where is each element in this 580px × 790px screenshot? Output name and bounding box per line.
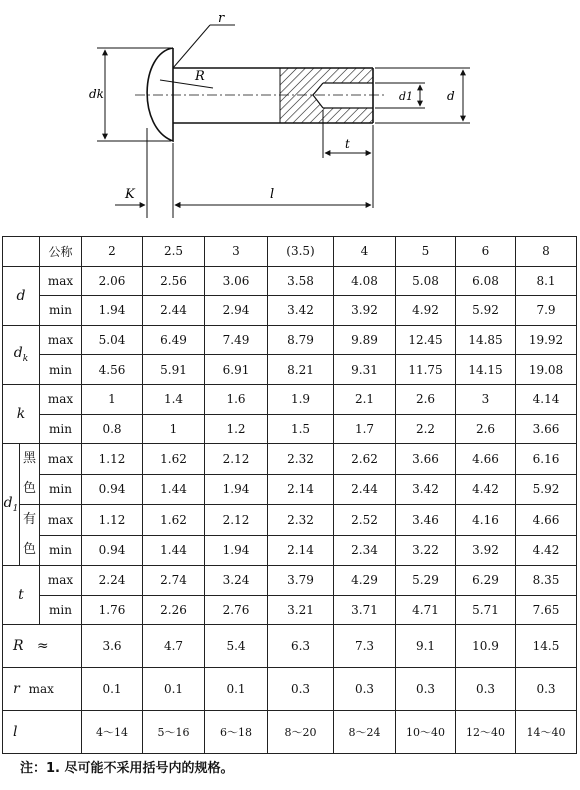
cell: 3.66	[516, 414, 577, 444]
cell: 0.3	[334, 668, 396, 711]
material-nonferrous: 有色	[20, 505, 40, 566]
row-r	[3, 668, 577, 711]
cell: 0.3	[268, 668, 334, 711]
footnote: 注：1. 尽可能不采用括号内的规格。	[20, 761, 234, 776]
cell: 5.29	[396, 566, 456, 596]
cell: 1.62	[143, 505, 205, 536]
max-label: max	[40, 444, 82, 475]
cell: 2.44	[334, 474, 396, 505]
cell: 2.56	[143, 266, 205, 296]
param-d1	[3, 444, 20, 566]
cell: 1.2	[205, 414, 268, 444]
hatch-middle	[280, 83, 323, 108]
label-t: t	[345, 137, 350, 151]
row-l	[3, 711, 577, 754]
cell: 4.08	[334, 266, 396, 296]
row-dk-max	[3, 325, 577, 355]
nominal-cell: 5	[396, 237, 456, 267]
cell: 9.1	[396, 625, 456, 668]
min-label: min	[40, 535, 82, 566]
cell: 2.94	[205, 296, 268, 326]
dim-d	[375, 68, 470, 123]
param-R	[3, 625, 82, 668]
cell: 0.1	[205, 668, 268, 711]
cell: 1.4	[143, 384, 205, 414]
nominal-cell: 6	[456, 237, 516, 267]
cell: 10～40	[396, 711, 456, 754]
cell: 2.06	[82, 266, 143, 296]
cell: 2.32	[268, 505, 334, 536]
nominal-cell: 3	[205, 237, 268, 267]
cell: 0.94	[82, 474, 143, 505]
param-dk	[3, 325, 40, 384]
max-label: max	[40, 505, 82, 536]
nominal-label: 公称	[40, 237, 82, 267]
cell: 0.3	[456, 668, 516, 711]
cell: 8.35	[516, 566, 577, 596]
cell: 4.66	[516, 505, 577, 536]
cell: 1.6	[205, 384, 268, 414]
cell: 0.3	[516, 668, 577, 711]
min-label: min	[40, 595, 82, 625]
cell: 5.91	[143, 355, 205, 385]
cell: 2.52	[334, 505, 396, 536]
label-d: d	[447, 89, 455, 103]
nominal-cell: 2	[82, 237, 143, 267]
cell: 19.08	[516, 355, 577, 385]
cell: 2.32	[268, 444, 334, 475]
cell: 8.79	[268, 325, 334, 355]
cell: 3.42	[268, 296, 334, 326]
dim-dk	[97, 48, 171, 141]
cell: 4.71	[396, 595, 456, 625]
param-k: k	[3, 384, 40, 443]
row-d1-nonferrous-min	[3, 535, 577, 566]
cell: 14.15	[456, 355, 516, 385]
cell: 6.08	[456, 266, 516, 296]
nominal-cell: 4	[334, 237, 396, 267]
row-t-max	[3, 566, 577, 596]
cell: 5.92	[516, 474, 577, 505]
cell: 4.42	[456, 474, 516, 505]
row-t-min	[3, 595, 577, 625]
cell: 12～40	[456, 711, 516, 754]
cell: 7.9	[516, 296, 577, 326]
cell: 2.12	[205, 444, 268, 475]
max-label: max	[40, 384, 82, 414]
cell: 1.9	[268, 384, 334, 414]
cell: 0.8	[82, 414, 143, 444]
param-d: d	[3, 266, 40, 325]
cell: 7.3	[334, 625, 396, 668]
hatch-top	[280, 68, 373, 83]
min-label: min	[40, 414, 82, 444]
label-r-small: r	[218, 11, 225, 26]
param-l: l	[3, 711, 82, 754]
max-label: max	[40, 266, 82, 296]
cell: 2.14	[268, 535, 334, 566]
row-d1-black-min	[3, 474, 577, 505]
cell: 2.74	[143, 566, 205, 596]
dim-t	[323, 110, 373, 208]
cell: 2.44	[143, 296, 205, 326]
min-label: min	[40, 474, 82, 505]
param-r-main: r	[13, 681, 20, 698]
cell: 14～40	[516, 711, 577, 754]
cell: 5.4	[205, 625, 268, 668]
cell: 4.92	[396, 296, 456, 326]
cell: 3.92	[334, 296, 396, 326]
cell: 8.1	[516, 266, 577, 296]
cell: 3.22	[396, 535, 456, 566]
cell: 3.66	[396, 444, 456, 475]
cell: 1.76	[82, 595, 143, 625]
cell: 4.7	[143, 625, 205, 668]
row-d1-nonferrous-max	[3, 505, 577, 536]
param-d1-main: d	[3, 495, 13, 512]
row-k-max	[3, 384, 577, 414]
cell: 1.94	[205, 535, 268, 566]
param-r-max: max	[28, 682, 54, 697]
rivet-drawing	[85, 8, 480, 225]
label-dk: dk	[89, 87, 104, 101]
cell: 1.12	[82, 505, 143, 536]
cell: 2.2	[396, 414, 456, 444]
nominal-cell: 2.5	[143, 237, 205, 267]
cell: 1.44	[143, 474, 205, 505]
cell: 14.85	[456, 325, 516, 355]
cell: 1.94	[82, 296, 143, 326]
param-dk-sub: k	[22, 354, 29, 365]
cell: 0.1	[82, 668, 143, 711]
label-l: l	[270, 187, 275, 202]
cell: 3.71	[334, 595, 396, 625]
material-black: 黑色	[20, 444, 40, 505]
cell: 3.79	[268, 566, 334, 596]
cell: 2.6	[396, 384, 456, 414]
cell: 0.1	[143, 668, 205, 711]
cell: 2.24	[82, 566, 143, 596]
cell: 3	[456, 384, 516, 414]
cell: 4.14	[516, 384, 577, 414]
cell: 3.92	[456, 535, 516, 566]
cell: 1.94	[205, 474, 268, 505]
min-label: min	[40, 355, 82, 385]
param-t: t	[3, 566, 40, 625]
cell: 1	[82, 384, 143, 414]
cell: 2.62	[334, 444, 396, 475]
cell: 4.56	[82, 355, 143, 385]
max-label: max	[40, 566, 82, 596]
corner-cell	[3, 237, 40, 267]
cell: 2.34	[334, 535, 396, 566]
cell: 0.3	[396, 668, 456, 711]
cell: 6.16	[516, 444, 577, 475]
cell: 6.49	[143, 325, 205, 355]
row-d-max	[3, 266, 577, 296]
cell: 8.21	[268, 355, 334, 385]
cell: 2.6	[456, 414, 516, 444]
cell: 3.24	[205, 566, 268, 596]
nominal-cell: 8	[516, 237, 577, 267]
cell: 8～24	[334, 711, 396, 754]
rivet-spec-table	[2, 236, 577, 754]
cell: 7.49	[205, 325, 268, 355]
param-d1-sub: 1	[12, 504, 19, 515]
cell: 4.42	[516, 535, 577, 566]
cell: 4.66	[456, 444, 516, 475]
cell: 4.29	[334, 566, 396, 596]
cell: 2.12	[205, 505, 268, 536]
row-k-min	[3, 414, 577, 444]
param-R-main: R	[13, 638, 24, 655]
row-nominal	[3, 237, 577, 267]
cell: 3.42	[396, 474, 456, 505]
cell: 10.9	[456, 625, 516, 668]
cell: 1	[143, 414, 205, 444]
cell: 12.45	[396, 325, 456, 355]
cell: 3.46	[396, 505, 456, 536]
cell: 7.65	[516, 595, 577, 625]
cell: 1.7	[334, 414, 396, 444]
cell: 2.1	[334, 384, 396, 414]
nominal-cell: (3.5)	[268, 237, 334, 267]
cell: 11.75	[396, 355, 456, 385]
hatch-bottom	[280, 108, 373, 123]
rivet-outline	[135, 48, 385, 141]
cell: 1.12	[82, 444, 143, 475]
cell: 6.91	[205, 355, 268, 385]
param-r	[3, 668, 82, 711]
cell: 19.92	[516, 325, 577, 355]
cell: 8～20	[268, 711, 334, 754]
label-d1: d1	[399, 90, 414, 103]
cell: 3.21	[268, 595, 334, 625]
cell: 9.31	[334, 355, 396, 385]
cell: 14.5	[516, 625, 577, 668]
cell: 5.92	[456, 296, 516, 326]
row-d1-black-max	[3, 444, 577, 475]
min-label: min	[40, 296, 82, 326]
max-label: max	[40, 325, 82, 355]
cell: 4.16	[456, 505, 516, 536]
cell: 2.14	[268, 474, 334, 505]
cell: 9.89	[334, 325, 396, 355]
label-R: R	[195, 69, 205, 84]
cell: 6～18	[205, 711, 268, 754]
cell: 5.08	[396, 266, 456, 296]
row-d-min	[3, 296, 577, 326]
cell: 6.3	[268, 625, 334, 668]
cell: 1.5	[268, 414, 334, 444]
cell: 3.58	[268, 266, 334, 296]
cell: 2.76	[205, 595, 268, 625]
cell: 5～16	[143, 711, 205, 754]
row-dk-min	[3, 355, 577, 385]
row-R	[3, 625, 577, 668]
cell: 1.44	[143, 535, 205, 566]
cell: 3.6	[82, 625, 143, 668]
cell: 3.06	[205, 266, 268, 296]
cell: 1.62	[143, 444, 205, 475]
cell: 4～14	[82, 711, 143, 754]
cell: 2.26	[143, 595, 205, 625]
cell: 5.71	[456, 595, 516, 625]
param-R-approx: ≈	[36, 638, 49, 655]
param-dk-main: d	[13, 345, 23, 362]
cell: 0.94	[82, 535, 143, 566]
cell: 6.29	[456, 566, 516, 596]
label-K: K	[125, 187, 135, 202]
cell: 5.04	[82, 325, 143, 355]
